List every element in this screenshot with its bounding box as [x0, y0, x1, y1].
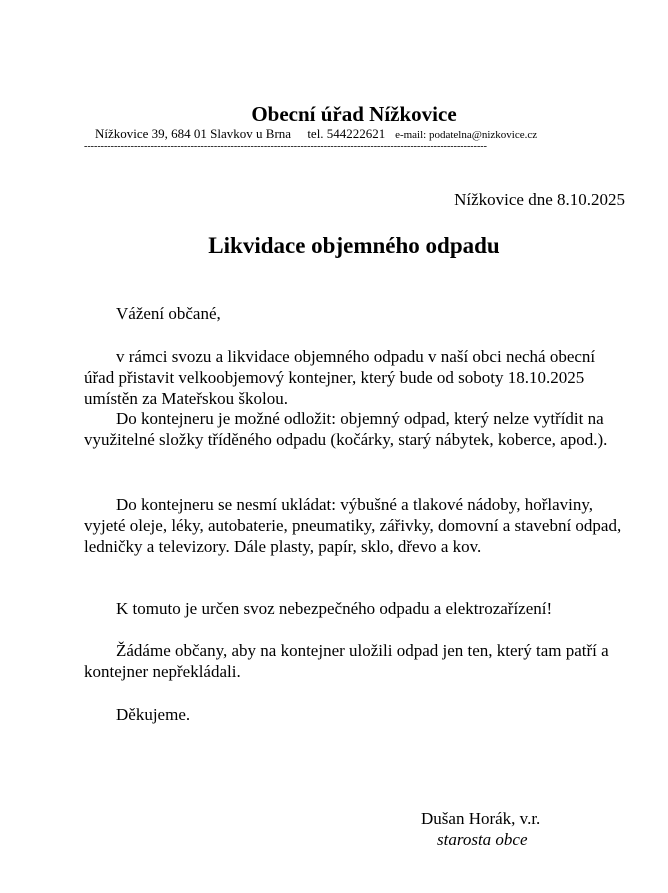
paragraph-container-placement: v rámci svozu a likvidace objemného odpadu v naší obci nechá obecní úřad přistavit velkoobjemový kontejner, který bude od soboty 18.10.2025 umístěn za Mateřskou školou. [84, 347, 596, 408]
office-address: Nížkovice 39, 684 01 Slavkov u Brna [95, 126, 292, 141]
paragraph-thanks: Děkujeme. [116, 705, 191, 724]
office-phone: tel. 544222621 [307, 126, 386, 141]
greeting: Vážení občané, [116, 304, 221, 323]
office-contact-line [95, 126, 537, 142]
office-email: e-mail: podatelna@nizkovice.cz [395, 129, 538, 141]
paragraph-request: Žádáme občany, aby na kontejner uložili odpad jen ten, který tam patří a kontejner nepřekládali. [84, 641, 609, 681]
paragraph-allowed-waste: Do kontejneru je možné odložit: objemný odpad, který nelze vytřídit na využitelné složky tříděného odpadu (kočárky, starý nábytek, koberce, apod.). [84, 409, 608, 449]
header-divider: ------------------------------------------------------------------------------------------------------------------------- [84, 141, 487, 152]
place-date: Nížkovice dne 8.10.2025 [454, 190, 625, 209]
office-title: Obecní úřad Nížkovice [251, 102, 457, 126]
document-title: Likvidace objemného odpadu [208, 233, 500, 258]
signer-name: Dušan Horák, v.r. [421, 809, 541, 828]
signer-role: starosta obce [437, 830, 528, 849]
paragraph-hazardous-note: K tomuto je určen svoz nebezpečného odpadu a elektrozařízení! [116, 599, 553, 618]
paragraph-forbidden-waste: Do kontejneru se nesmí ukládat: výbušné a tlakové nádoby, hořlaviny, vyjeté oleje, léky, autobaterie, pneumatiky, zářivky, domovní a stavební odpad, ledničky a televizory. Dále plasty, papír, sklo, dřevo a kov. [84, 495, 622, 556]
